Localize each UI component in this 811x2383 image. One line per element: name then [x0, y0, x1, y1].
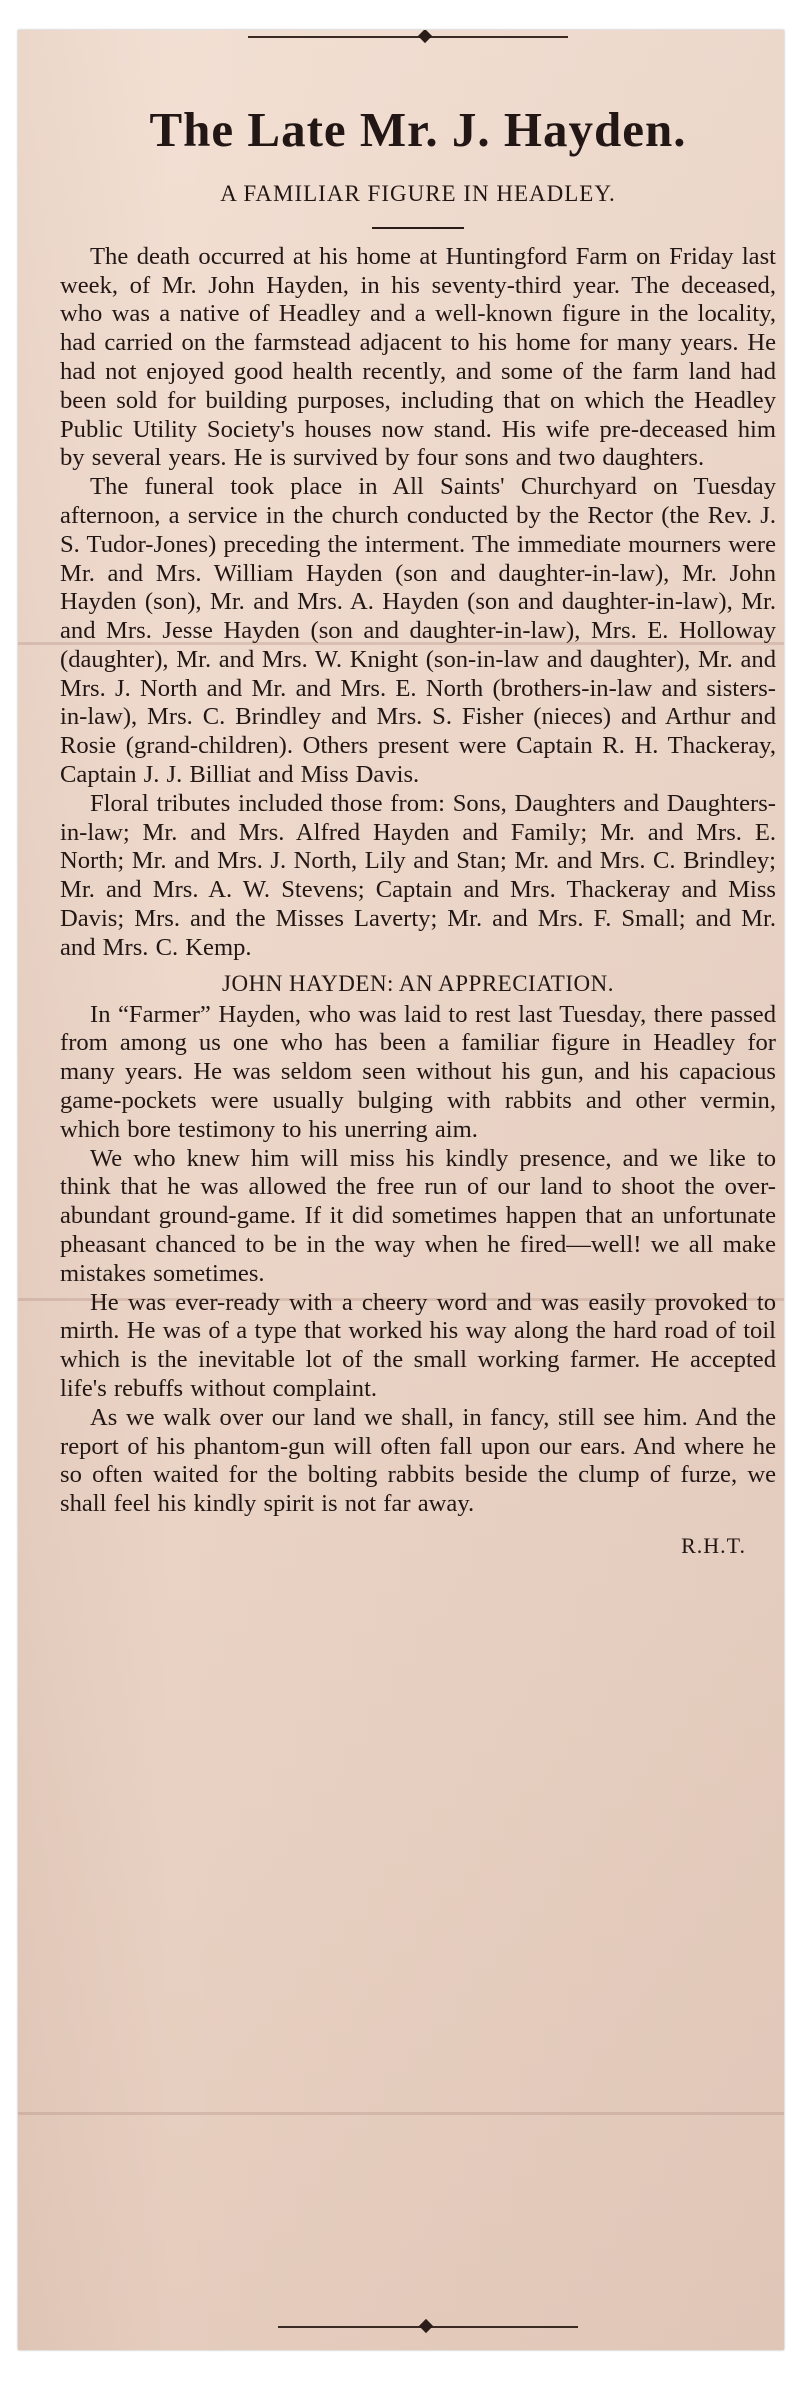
article-subheadline: A FAMILIAR FIGURE IN HEADLEY.	[220, 181, 616, 207]
obituary-article	[60, 74, 776, 1559]
paper-crease	[18, 2112, 784, 2115]
article-headline: The Late Mr. J. Hayden.	[149, 102, 687, 157]
appreciation-paragraph: In “Farmer” Hayden, who was laid to rest last Tuesday, there passed from among us one who has been a familiar figure in Headley for many years. He was seldom seen without his gun, and his capacious game-pockets were usually bulging with rabbits and other vermin, which bore testimony to his unerring aim.	[60, 1000, 776, 1143]
appreciation-paragraph: We who knew him will miss his kindly presence, and we like to think that he was allowed the free run of our land to shoot the over-abundant ground-game. If it did sometimes happen that an unfortunate pheasant chanced to be in the way when he fired—well! we all make mistakes sometimes.	[60, 1144, 776, 1287]
paragraph-funeral: The funeral took place in All Saints' Churchyard on Tuesday afternoon, a service in the church conducted by the Rector (the Rev. J. S. Tudor-Jones) preceding the interment. The immediate mourners were Mr. and Mrs. William Hayden (son and daughter-in-law), Mr. John Hayden (son), Mr. and Mrs. A. Hayden (son and daughter-in-law), Mr. and Mrs. Jesse Hayden (son and daughter-in-law), Mrs. E. Holloway (daughter), Mr. and Mrs. W. Knight (son-in-law and daughter), Mr. and Mrs. J. North and Mr. and Mrs. E. North (brothers-in-law and sisters-in-law), Mrs. C. Brindley and Mrs. S. Fisher (nieces) and Arthur and Rosie (grand-children). Others present were Captain R. H. Thackeray, Captain J. J. Billiat and Miss Davis.	[60, 473, 777, 789]
top-rule-ornament	[418, 30, 432, 43]
appreciation-paragraph: He was ever-ready with a cheery word and was easily provoked to mirth. He was of a type that worked his way along the hard road of toil which is the inevitable lot of the small working farmer. He accepted life's rebuffs without complaint.	[60, 1288, 776, 1403]
bottom-rule-ornament	[419, 2319, 433, 2333]
appreciation-heading: JOHN HAYDEN: AN APPRECIATION.	[222, 970, 614, 996]
appreciation-paragraph: As we walk over our land we shall, in fancy, still see him. And the report of his phantom-gun will often fall upon our ears. And where he so often waited for the bolting rabbits beside the clump of furze, we shall feel his kindly spirit is not far away.	[60, 1403, 776, 1518]
paragraph-death-notice: The death occurred at his home at Huntingford Farm on Friday last week, of Mr. John Hayden, in his seventy-third year. The deceased, who was a native of Headley and a well-known figure in the locality, had carried on the farmstead adjacent to his home for many years. He had not enjoyed good health recently, and some of the farm land had been sold for building purposes, including that on which the Headley Public Utility Society's houses now stand. His wife pre-deceased him by several years. He is survived by four sons and two daughters.	[60, 242, 776, 472]
author-signature: R.H.T.	[681, 1533, 746, 1558]
paragraph-floral-tributes: Floral tributes included those from: Sons, Daughters and Daughters-in-law; Mr. and Mrs. Alfred Hayden and Family; Mr. and Mrs. E. North; Mr. and Mrs. J. North, Lily and Stan; Mr. and Mrs. C. Brindley; Mr. and Mrs. A. W. Stevens; Captain and Mrs. Thackeray and Miss Davis; Mrs. and the Misses Laverty; Mr. and Mrs. F. Small; and Mr. and Mrs. C. Kemp.	[60, 789, 776, 961]
headline-divider	[372, 227, 464, 229]
newspaper-clipping	[18, 30, 784, 2350]
top-rule	[248, 36, 568, 38]
